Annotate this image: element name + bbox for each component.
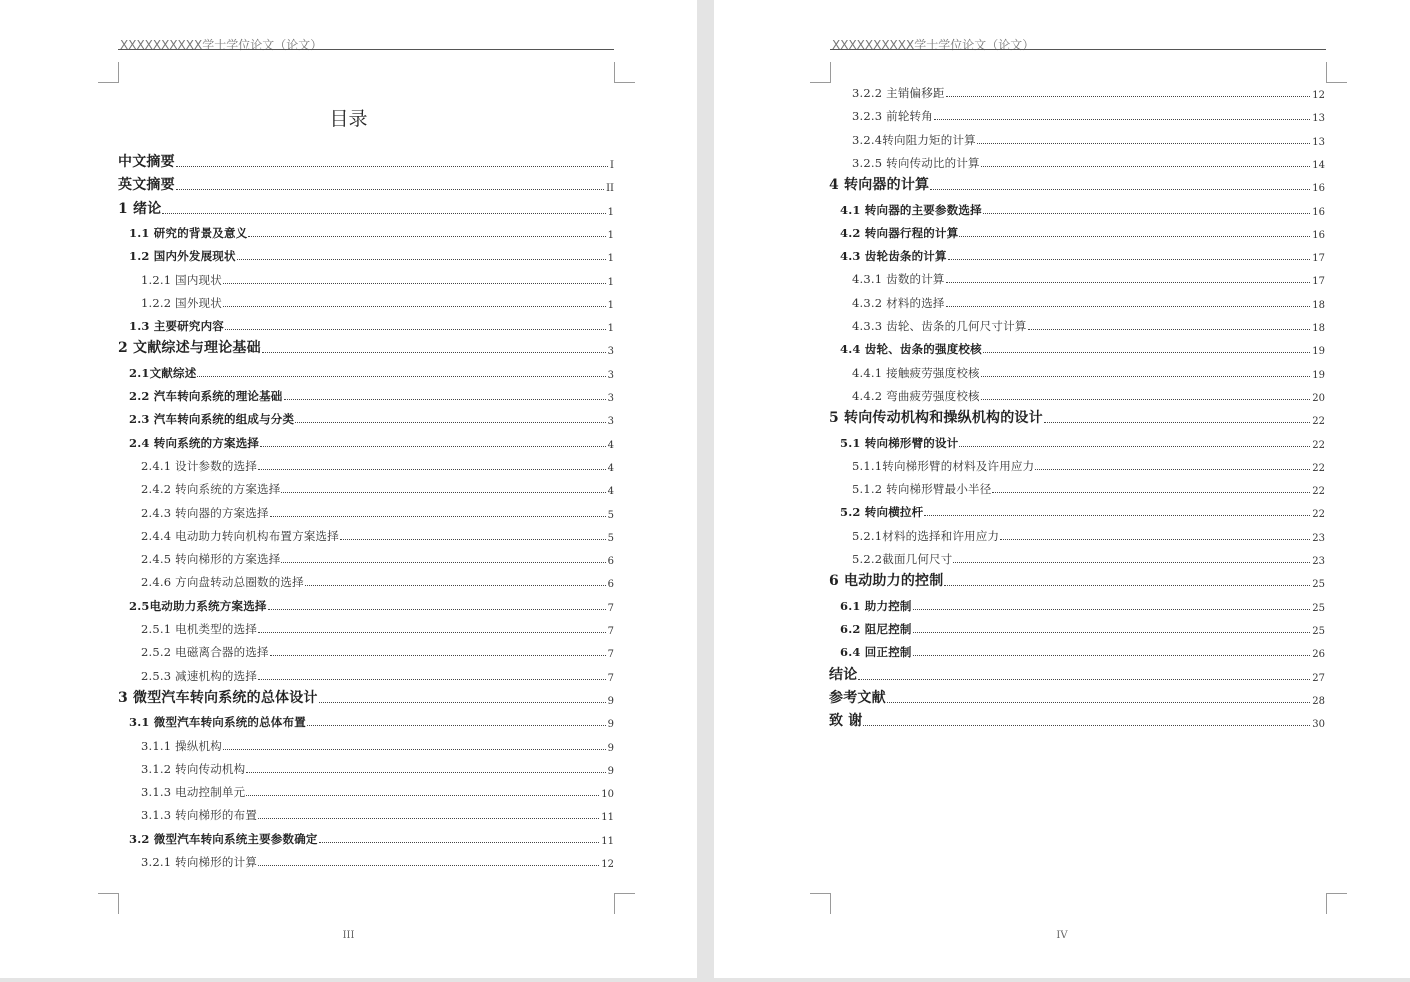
toc-entry-page: 4 — [607, 439, 614, 451]
toc-entry[interactable] — [829, 617, 1325, 637]
dot-leader — [944, 585, 1310, 586]
toc-entry-title: 4.1 转向器的主要参数选择 — [840, 202, 982, 217]
toc-entry-page: 3 — [607, 393, 614, 404]
toc-entry[interactable] — [829, 291, 1325, 311]
page-header: XXXXXXXXXX学士学位论文（论文） — [832, 38, 1035, 52]
dot-leader — [248, 236, 605, 237]
dot-leader — [176, 189, 604, 190]
toc-entry[interactable] — [829, 174, 1325, 194]
toc-entry-title: 3.2.4转向阻力矩的计算 — [852, 132, 976, 147]
toc-entry[interactable] — [118, 477, 614, 497]
toc-title: 目录 — [329, 108, 368, 130]
toc-entry-page: 14 — [1312, 159, 1325, 171]
dot-leader — [981, 166, 1311, 167]
toc-entry-title: 1.3 主要研究内容 — [129, 319, 225, 334]
dot-leader — [946, 282, 1311, 283]
toc-entry[interactable] — [829, 594, 1325, 614]
dot-leader — [924, 515, 1310, 516]
toc-entry-title: 4 转向器的计算 — [829, 177, 930, 194]
dot-leader — [258, 818, 599, 819]
dot-leader — [1000, 539, 1310, 540]
toc-entry-title: 1.2.1 国内现状 — [141, 272, 222, 287]
toc-entry[interactable] — [829, 244, 1325, 264]
toc-entry-page: 25 — [1312, 602, 1325, 614]
toc-entry[interactable] — [829, 454, 1325, 474]
dot-leader — [284, 399, 606, 400]
toc-entry-title: 4.2 转向器行程的计算 — [840, 225, 959, 240]
dot-leader — [946, 306, 1311, 307]
toc-entry[interactable] — [118, 407, 614, 427]
dot-leader — [281, 492, 605, 493]
toc-entry[interactable] — [829, 221, 1325, 241]
toc-entry-page: 30 — [1312, 719, 1325, 731]
toc-entry-title: 2 文献综述与理论基础 — [118, 340, 261, 357]
toc-entry-title: 5.2 转向横拉杆 — [840, 505, 924, 520]
toc-entry-title: 4.3.3 齿轮、齿条的几何尺寸计算 — [852, 319, 1027, 333]
dot-leader — [946, 96, 1311, 97]
toc-entry-page: 23 — [1312, 532, 1325, 544]
crop-mark-top-right — [1326, 62, 1347, 83]
toc-entry-page: 23 — [1312, 556, 1325, 567]
toc-entry[interactable] — [118, 664, 614, 684]
toc-entry[interactable] — [118, 337, 614, 357]
dot-leader — [934, 119, 1310, 120]
toc-entry-title: 3.1.3 转向梯形的布置 — [141, 808, 258, 823]
toc-entry[interactable] — [118, 244, 614, 264]
dot-leader — [959, 446, 1310, 447]
toc-entry-page: 5 — [607, 509, 614, 521]
toc-entry-title: 6 电动助力的控制 — [829, 573, 944, 590]
toc-entry-page: 6 — [607, 556, 614, 568]
crop-mark-bottom-left — [98, 893, 119, 914]
toc-entry-title: 4.3.1 齿数的计算 — [852, 272, 945, 287]
toc-entry-page: 11 — [601, 812, 614, 824]
page-number: III — [342, 930, 355, 941]
toc-entry[interactable] — [118, 780, 614, 800]
toc-entry-title: 1.2.2 国外现状 — [141, 295, 222, 310]
dot-leader — [319, 702, 606, 703]
toc-entry[interactable] — [829, 664, 1325, 684]
dot-leader — [319, 842, 600, 843]
toc-entry-title: 6.4 回正控制 — [840, 645, 912, 660]
toc-entry-title: 1.2 国内外发展现状 — [129, 249, 236, 264]
dot-leader — [258, 865, 599, 866]
toc-entry-title: 2.5.3 减速机构的选择 — [141, 668, 258, 683]
toc-entry-page: 13 — [1312, 113, 1325, 125]
toc-entry-page: 9 — [607, 742, 614, 754]
toc-entry-page: 16 — [1312, 183, 1325, 195]
toc-entry-page: 6 — [607, 579, 614, 591]
toc-entry[interactable] — [829, 337, 1325, 357]
toc-entry-title: 3.2 微型汽车转向系统主要参数确定 — [129, 831, 318, 846]
crop-mark-top-left — [810, 62, 831, 83]
dot-leader — [295, 422, 605, 423]
document-page-left — [0, 0, 697, 978]
toc-entry-title: 3.2.2 主销偏移距 — [852, 86, 945, 100]
document-page-right — [714, 0, 1410, 978]
toc-entry-page: 12 — [1312, 90, 1325, 101]
toc-entry-page: 9 — [607, 695, 614, 707]
dot-leader — [992, 492, 1310, 493]
toc-entry[interactable] — [118, 501, 614, 521]
toc-entry[interactable] — [829, 570, 1325, 590]
toc-entry[interactable] — [829, 81, 1325, 101]
toc-entry[interactable] — [118, 151, 614, 171]
crop-mark-bottom-left — [810, 893, 831, 914]
toc-entry-page: 27 — [1312, 672, 1325, 684]
toc-entry-page: 9 — [607, 765, 614, 777]
dot-leader — [948, 259, 1311, 260]
dot-leader — [270, 655, 606, 656]
toc-entry-page: 19 — [1312, 369, 1325, 381]
dot-leader — [246, 795, 599, 796]
dot-leader — [260, 446, 606, 447]
toc-entry-title: 2.4.5 转向梯形的方案选择 — [141, 552, 281, 567]
dot-leader — [858, 679, 1310, 680]
toc-entry-page: 13 — [1312, 136, 1325, 148]
toc-entry-page: 16 — [1312, 229, 1325, 241]
toc-entry[interactable] — [118, 687, 614, 707]
toc-entry[interactable] — [829, 500, 1325, 520]
dot-leader — [959, 236, 1310, 237]
toc-entry[interactable] — [118, 710, 614, 730]
dot-leader — [307, 725, 606, 726]
header-rule — [830, 49, 1326, 50]
toc-entry-page: 25 — [1312, 579, 1325, 591]
toc-entry-page: 22 — [1312, 509, 1325, 521]
toc-entry-title: 4.3 齿轮齿条的计算 — [840, 249, 947, 264]
toc-entry-title: 4.4.1 接触疲劳强度校核 — [852, 365, 980, 380]
toc-entry-title: 结论 — [829, 666, 858, 683]
toc-entry[interactable] — [118, 454, 614, 474]
dot-leader — [223, 283, 606, 284]
toc-entry-title: 2.1文献综述 — [129, 365, 197, 380]
toc-entry[interactable] — [118, 221, 614, 241]
toc-entry-title: 3.1.2 转向传动机构 — [141, 761, 246, 776]
toc-entry[interactable] — [118, 734, 614, 754]
toc-entry-title: 4.4 齿轮、齿条的强度校核 — [840, 342, 982, 357]
toc-entry-title: 2.4.1 设计参数的选择 — [141, 458, 258, 473]
toc-entry-page: 4 — [607, 486, 614, 498]
dot-leader — [176, 166, 608, 167]
toc-entry-page: 3 — [607, 369, 614, 381]
toc-entry-page: 1 — [607, 276, 614, 288]
toc-entry-page: 18 — [1312, 299, 1325, 311]
crop-mark-top-left — [98, 62, 119, 83]
toc-entry[interactable] — [118, 268, 614, 288]
dot-leader — [270, 516, 606, 517]
dot-leader — [981, 399, 1311, 400]
toc-entry-page: 25 — [1312, 625, 1325, 637]
toc-entry[interactable] — [829, 384, 1325, 404]
toc-entry[interactable] — [118, 524, 614, 544]
toc-entry[interactable] — [829, 314, 1325, 334]
toc-entry-page: 1 — [607, 299, 614, 311]
toc-entry[interactable] — [829, 687, 1325, 707]
toc-entry-title: 3.2.1 转向梯形的计算 — [141, 855, 258, 869]
toc-entry-page: 26 — [1312, 649, 1325, 661]
toc-entry-page: 12 — [601, 859, 614, 870]
toc-entry[interactable] — [829, 407, 1325, 427]
toc-entry-page: 9 — [607, 719, 614, 731]
toc-entry[interactable] — [118, 803, 614, 823]
toc-entry-title: 2.4.3 转向器的方案选择 — [141, 505, 269, 520]
toc-entry-page: 7 — [607, 602, 614, 614]
dot-leader — [981, 376, 1311, 377]
toc-entry[interactable] — [829, 151, 1325, 171]
toc-entry-title: 2.4.6 方向盘转动总圈数的选择 — [141, 575, 304, 590]
toc-entry[interactable] — [829, 198, 1325, 218]
toc-entry-title: 5.2.1材料的选择和许用应力 — [852, 528, 1000, 543]
dot-leader — [305, 585, 606, 586]
dot-leader — [983, 352, 1310, 353]
toc-entry-page: I — [610, 160, 614, 171]
toc-entry[interactable] — [118, 361, 614, 381]
toc-entry-page: II — [606, 183, 614, 195]
toc-entry-title: 2.5.1 电机类型的选择 — [141, 622, 258, 636]
toc-entry-page: 16 — [1312, 206, 1325, 218]
dot-leader — [340, 539, 606, 540]
toc-entry-title: 2.2 汽车转向系统的理论基础 — [129, 389, 283, 403]
toc-entry[interactable] — [118, 547, 614, 567]
toc-entry[interactable] — [829, 361, 1325, 381]
crop-mark-bottom-right — [614, 893, 635, 914]
toc-entry[interactable] — [118, 850, 614, 870]
toc-entry[interactable] — [829, 710, 1325, 730]
toc-entry-page: 20 — [1312, 392, 1325, 404]
toc-entry[interactable] — [118, 431, 614, 451]
toc-entry[interactable] — [118, 617, 614, 637]
dot-leader — [225, 329, 606, 330]
toc-entry-page: 11 — [601, 835, 614, 847]
page-header: XXXXXXXXXX学士学位论文（论文） — [120, 38, 323, 52]
header-rule — [118, 49, 614, 50]
dot-leader — [258, 632, 606, 633]
dot-leader — [246, 772, 605, 773]
toc-entry[interactable] — [118, 570, 614, 590]
dot-leader — [258, 679, 606, 680]
toc-entry-page: 1 — [607, 323, 614, 335]
toc-entry-page: 22 — [1312, 439, 1325, 451]
dot-leader — [197, 376, 605, 377]
dot-leader — [913, 655, 1311, 656]
crop-mark-top-right — [614, 62, 635, 83]
toc-entry-title: 3.1.1 操纵机构 — [141, 738, 222, 753]
toc-entry-title: 3.1 微型汽车转向系统的总体布置 — [129, 715, 306, 730]
toc-entry[interactable] — [118, 384, 614, 404]
toc-entry-page: 1 — [607, 229, 614, 241]
toc-entry-title: 5.1.2 转向梯形臂最小半径 — [852, 482, 992, 497]
dot-leader — [977, 143, 1310, 144]
toc-entry[interactable] — [829, 524, 1325, 544]
dot-leader — [913, 609, 1311, 610]
dot-leader — [162, 213, 605, 214]
toc-entry-title: 2.4.2 转向系统的方案选择 — [141, 482, 281, 497]
toc-entry-page: 10 — [601, 789, 614, 801]
toc-entry-title: 致 谢 — [829, 713, 863, 730]
dot-leader — [262, 352, 606, 353]
toc-entry[interactable] — [829, 431, 1325, 451]
dot-leader — [1028, 329, 1311, 330]
toc-entry[interactable] — [829, 547, 1325, 567]
toc-entry-title: 6.1 助力控制 — [840, 598, 912, 613]
toc-entry-title: 2.4 转向系统的方案选择 — [129, 435, 260, 450]
dot-leader — [258, 469, 606, 470]
toc-entry-page: 7 — [607, 649, 614, 661]
toc-entry[interactable] — [829, 477, 1325, 497]
toc-entry[interactable] — [829, 640, 1325, 660]
toc-entry-title: 1 绪论 — [118, 200, 162, 217]
dot-leader — [281, 562, 605, 563]
toc-entry-title: 2.4.4 电动助力转向机构布置方案选择 — [141, 528, 339, 543]
dot-leader — [953, 562, 1310, 563]
toc-entry-page: 7 — [607, 672, 614, 684]
toc-entry-title: 3.1.3 电动控制单元 — [141, 785, 246, 800]
toc-entry-page: 22 — [1312, 486, 1325, 498]
toc-entry-page: 3 — [607, 416, 614, 428]
dot-leader — [887, 702, 1310, 703]
toc-entry[interactable] — [118, 314, 614, 334]
toc-entry[interactable] — [118, 640, 614, 660]
dot-leader — [223, 749, 606, 750]
dot-leader — [1044, 422, 1310, 423]
toc-entry[interactable] — [829, 104, 1325, 124]
toc-entry-title: 5.1.1转向梯形臂的材料及许用应力 — [852, 458, 1035, 473]
dot-leader — [268, 609, 606, 610]
dot-leader — [863, 725, 1310, 726]
toc-entry[interactable] — [829, 128, 1325, 148]
toc-entry-page: 17 — [1312, 276, 1325, 288]
toc-entry-title: 2.5.2 电磁离合器的选择 — [141, 645, 269, 660]
toc-entry-title: 2.3 汽车转向系统的组成与分类 — [129, 412, 295, 427]
toc-entry-page: 18 — [1312, 323, 1325, 334]
dot-leader — [930, 189, 1310, 190]
toc-entry[interactable] — [118, 827, 614, 847]
toc-entry-page: 5 — [607, 532, 614, 544]
toc-entry-title: 3.2.3 前轮转角 — [852, 109, 933, 124]
toc-entry-page: 1 — [607, 206, 614, 218]
page-number: IV — [1056, 930, 1068, 941]
toc-entry[interactable] — [118, 757, 614, 777]
dot-leader — [237, 259, 606, 260]
dot-leader — [913, 632, 1311, 633]
toc-entry-title: 5.1 转向梯形臂的设计 — [840, 435, 959, 450]
toc-entry-title: 2.5电动助力系统方案选择 — [129, 598, 267, 613]
toc-entry-title: 英文摘要 — [118, 177, 175, 194]
toc-entry-page: 17 — [1312, 253, 1325, 265]
toc-entry-page: 28 — [1312, 695, 1325, 707]
toc-entry-page: 1 — [607, 253, 614, 265]
toc-entry-title: 5.2.2截面几何尺寸 — [852, 552, 953, 566]
toc-entry[interactable] — [829, 267, 1325, 287]
toc-entry-title: 3.2.5 转向传动比的计算 — [852, 155, 980, 170]
toc-entry[interactable] — [118, 198, 614, 218]
crop-mark-bottom-right — [1326, 893, 1347, 914]
toc-entry-title: 参考文献 — [829, 689, 886, 706]
toc-entry-title: 5 转向传动机构和操纵机构的设计 — [829, 410, 1043, 427]
dot-leader — [223, 306, 606, 307]
toc-entry-page: 22 — [1312, 416, 1325, 428]
toc-entry[interactable] — [118, 594, 614, 614]
toc-entry-title: 中文摘要 — [118, 154, 175, 170]
dot-leader — [1035, 469, 1310, 470]
toc-entry[interactable] — [118, 291, 614, 311]
toc-entry-title: 3 微型汽车转向系统的总体设计 — [118, 689, 318, 706]
dot-leader — [983, 213, 1310, 214]
toc-entry-title: 6.2 阻尼控制 — [840, 621, 912, 636]
toc-entry-page: 22 — [1312, 462, 1325, 474]
toc-entry-page: 4 — [607, 462, 614, 474]
toc-entry-page: 3 — [607, 346, 614, 358]
toc-entry-title: 1.1 研究的背景及意义 — [129, 225, 248, 240]
toc-entry[interactable] — [118, 174, 614, 194]
toc-entry-page: 7 — [607, 626, 614, 637]
toc-entry-title: 4.3.2 材料的选择 — [852, 295, 945, 310]
toc-entry-page: 19 — [1312, 346, 1325, 358]
toc-entry-title: 4.4.2 弯曲疲劳强度校核 — [852, 388, 980, 403]
